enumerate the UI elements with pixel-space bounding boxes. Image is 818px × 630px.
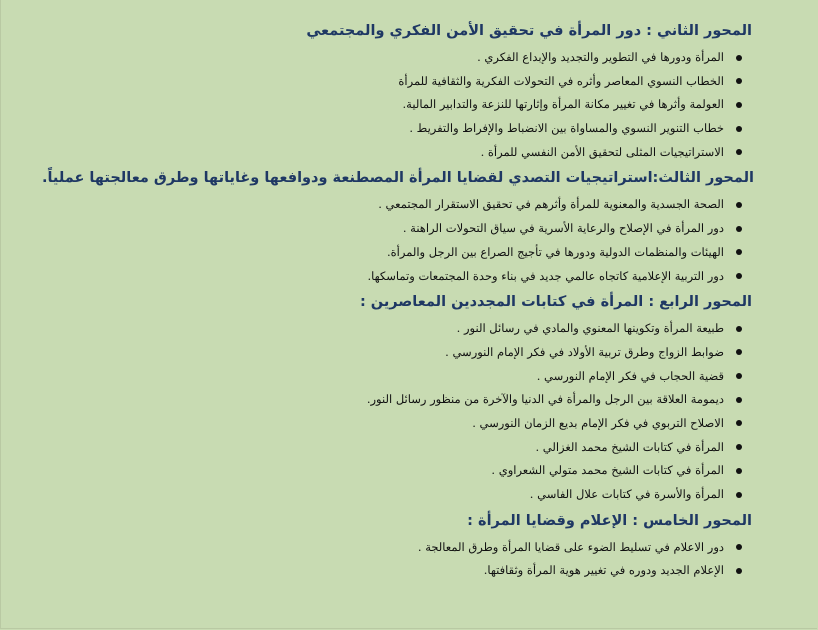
list-item-text: ديمومة العلاقة بين الرجل والمرأة في الدنيا والآخرة من منظور رسائل النور. (366, 392, 724, 407)
bullet-icon (736, 397, 742, 403)
list-item (110, 391, 752, 408)
list-item-text: دور الاعلام في تسليط الضوء على قضايا المرأة وطرق المعالجة . (417, 539, 724, 554)
bullet-icon (736, 492, 742, 498)
list-item (110, 49, 752, 66)
section-title: المحور الخامس : الإعلام وقضايا المرأة : (467, 512, 752, 529)
list-item-text: خطاب التنوير النسوي والمساواة بين الانضباط والإفراط والتفريط . (409, 121, 724, 136)
bullet-icon (736, 444, 742, 450)
list-item (110, 415, 752, 432)
list-item-text: المرأة والأسرة في كتابات علال الفاسي . (529, 487, 724, 501)
section-axis-2 (110, 20, 752, 161)
bullet-icon (736, 349, 742, 355)
bullet-icon (736, 149, 742, 155)
bullet-icon (736, 249, 742, 255)
list-item (110, 220, 752, 237)
list-item-text: المرأة في كتابات الشيخ محمد متولي الشعراوي . (491, 463, 724, 478)
list-item-text: المرأة في كتابات الشيخ محمد الغزالي . (535, 439, 724, 454)
list-item (110, 244, 752, 261)
bullet-icon (736, 544, 742, 550)
bullet-list (110, 320, 752, 503)
list-item (110, 73, 752, 90)
bullet-list (110, 49, 752, 161)
list-item (110, 344, 752, 361)
bullet-icon (736, 202, 742, 208)
bullet-icon (736, 226, 742, 232)
bullet-icon (736, 78, 742, 84)
bullet-icon (736, 420, 742, 426)
list-item-text: الاستراتيجيات المثلى لتحقيق الأمن النفسي للمرأة . (480, 144, 724, 159)
bullet-icon (736, 468, 742, 474)
section-axis-4 (110, 291, 752, 503)
list-item-text: العولمة وأثرها في تغيير مكانة المرأة وإثارتها للنزعة والتدابير المالية. (402, 97, 724, 112)
list-item-text: الهيئات والمنظمات الدولية ودورها في تأجيج الصراع بين الرجل والمرأة. (386, 244, 724, 259)
bullet-icon (736, 326, 742, 332)
bullet-list (110, 539, 752, 580)
bullet-icon (736, 273, 742, 279)
bullet-icon (736, 373, 742, 379)
list-item (110, 144, 752, 161)
bullet-icon (736, 568, 742, 574)
list-item-text: قضية الحجاب في فكر الإمام النورسي . (536, 368, 724, 383)
list-item-text: المرأة ودورها في التطوير والتجديد والإبداع الفكري . (477, 50, 724, 64)
section-title: المحور الثالث:استراتيجيات التصدي لقضايا المرأة المصطنعة ودوافعها وغاياتها وطرق معالجتها عملياً. (41, 170, 754, 187)
list-item (110, 539, 752, 556)
bullet-icon (736, 55, 742, 61)
bullet-icon (736, 126, 742, 132)
list-item (110, 462, 752, 479)
list-item-text: الإعلام الجديد ودوره في تغيير هوية المرأة وثقافتها. (483, 563, 724, 578)
list-item-text: دور التربية الإعلامية كاتجاه عالمي جديد في بناء وحدة المجتمعات وتماسكها. (367, 268, 724, 283)
list-item (110, 120, 752, 137)
bullet-icon (736, 102, 742, 108)
list-item (110, 96, 752, 113)
section-title: المحور الثاني : دور المرأة في تحقيق الأمن الفكري والمجتمعي (306, 23, 752, 39)
list-item (110, 439, 752, 456)
section-axis-3 (41, 167, 754, 284)
section-axis-5 (110, 510, 752, 580)
list-item (110, 486, 752, 503)
list-item (110, 320, 752, 337)
section-title: المحور الرابع : المرأة في كتابات المجددين المعاصرين : (359, 294, 752, 311)
list-item-text: ضوابط الزواج وطرق تربية الأولاد في فكر الإمام النورسي . (445, 344, 724, 359)
list-item (110, 368, 752, 385)
list-item (110, 268, 752, 285)
list-item-text: دور المرأة في الإصلاح والرعاية الأسرية في سياق التحولات الراهنة . (402, 221, 724, 236)
list-item (110, 196, 752, 213)
bullet-list (110, 196, 752, 284)
list-item-text: الصحة الجسدية والمعنوية للمرأة وأثرهم في تحقيق الاستقرار المجتمعي . (378, 197, 724, 212)
list-item-text: الاصلاح التربوي في فكر الإمام بديع الزمان النورسي . (472, 415, 724, 430)
list-item (110, 562, 752, 579)
list-item-text: طبيعة المرأة وتكوينها المعنوي والمادي في رسائل النور . (456, 321, 724, 336)
document-body (41, 20, 754, 586)
list-item-text: الخطاب النسوي المعاصر وأثره في التحولات الفكرية والثقافية للمرأة (398, 73, 724, 88)
